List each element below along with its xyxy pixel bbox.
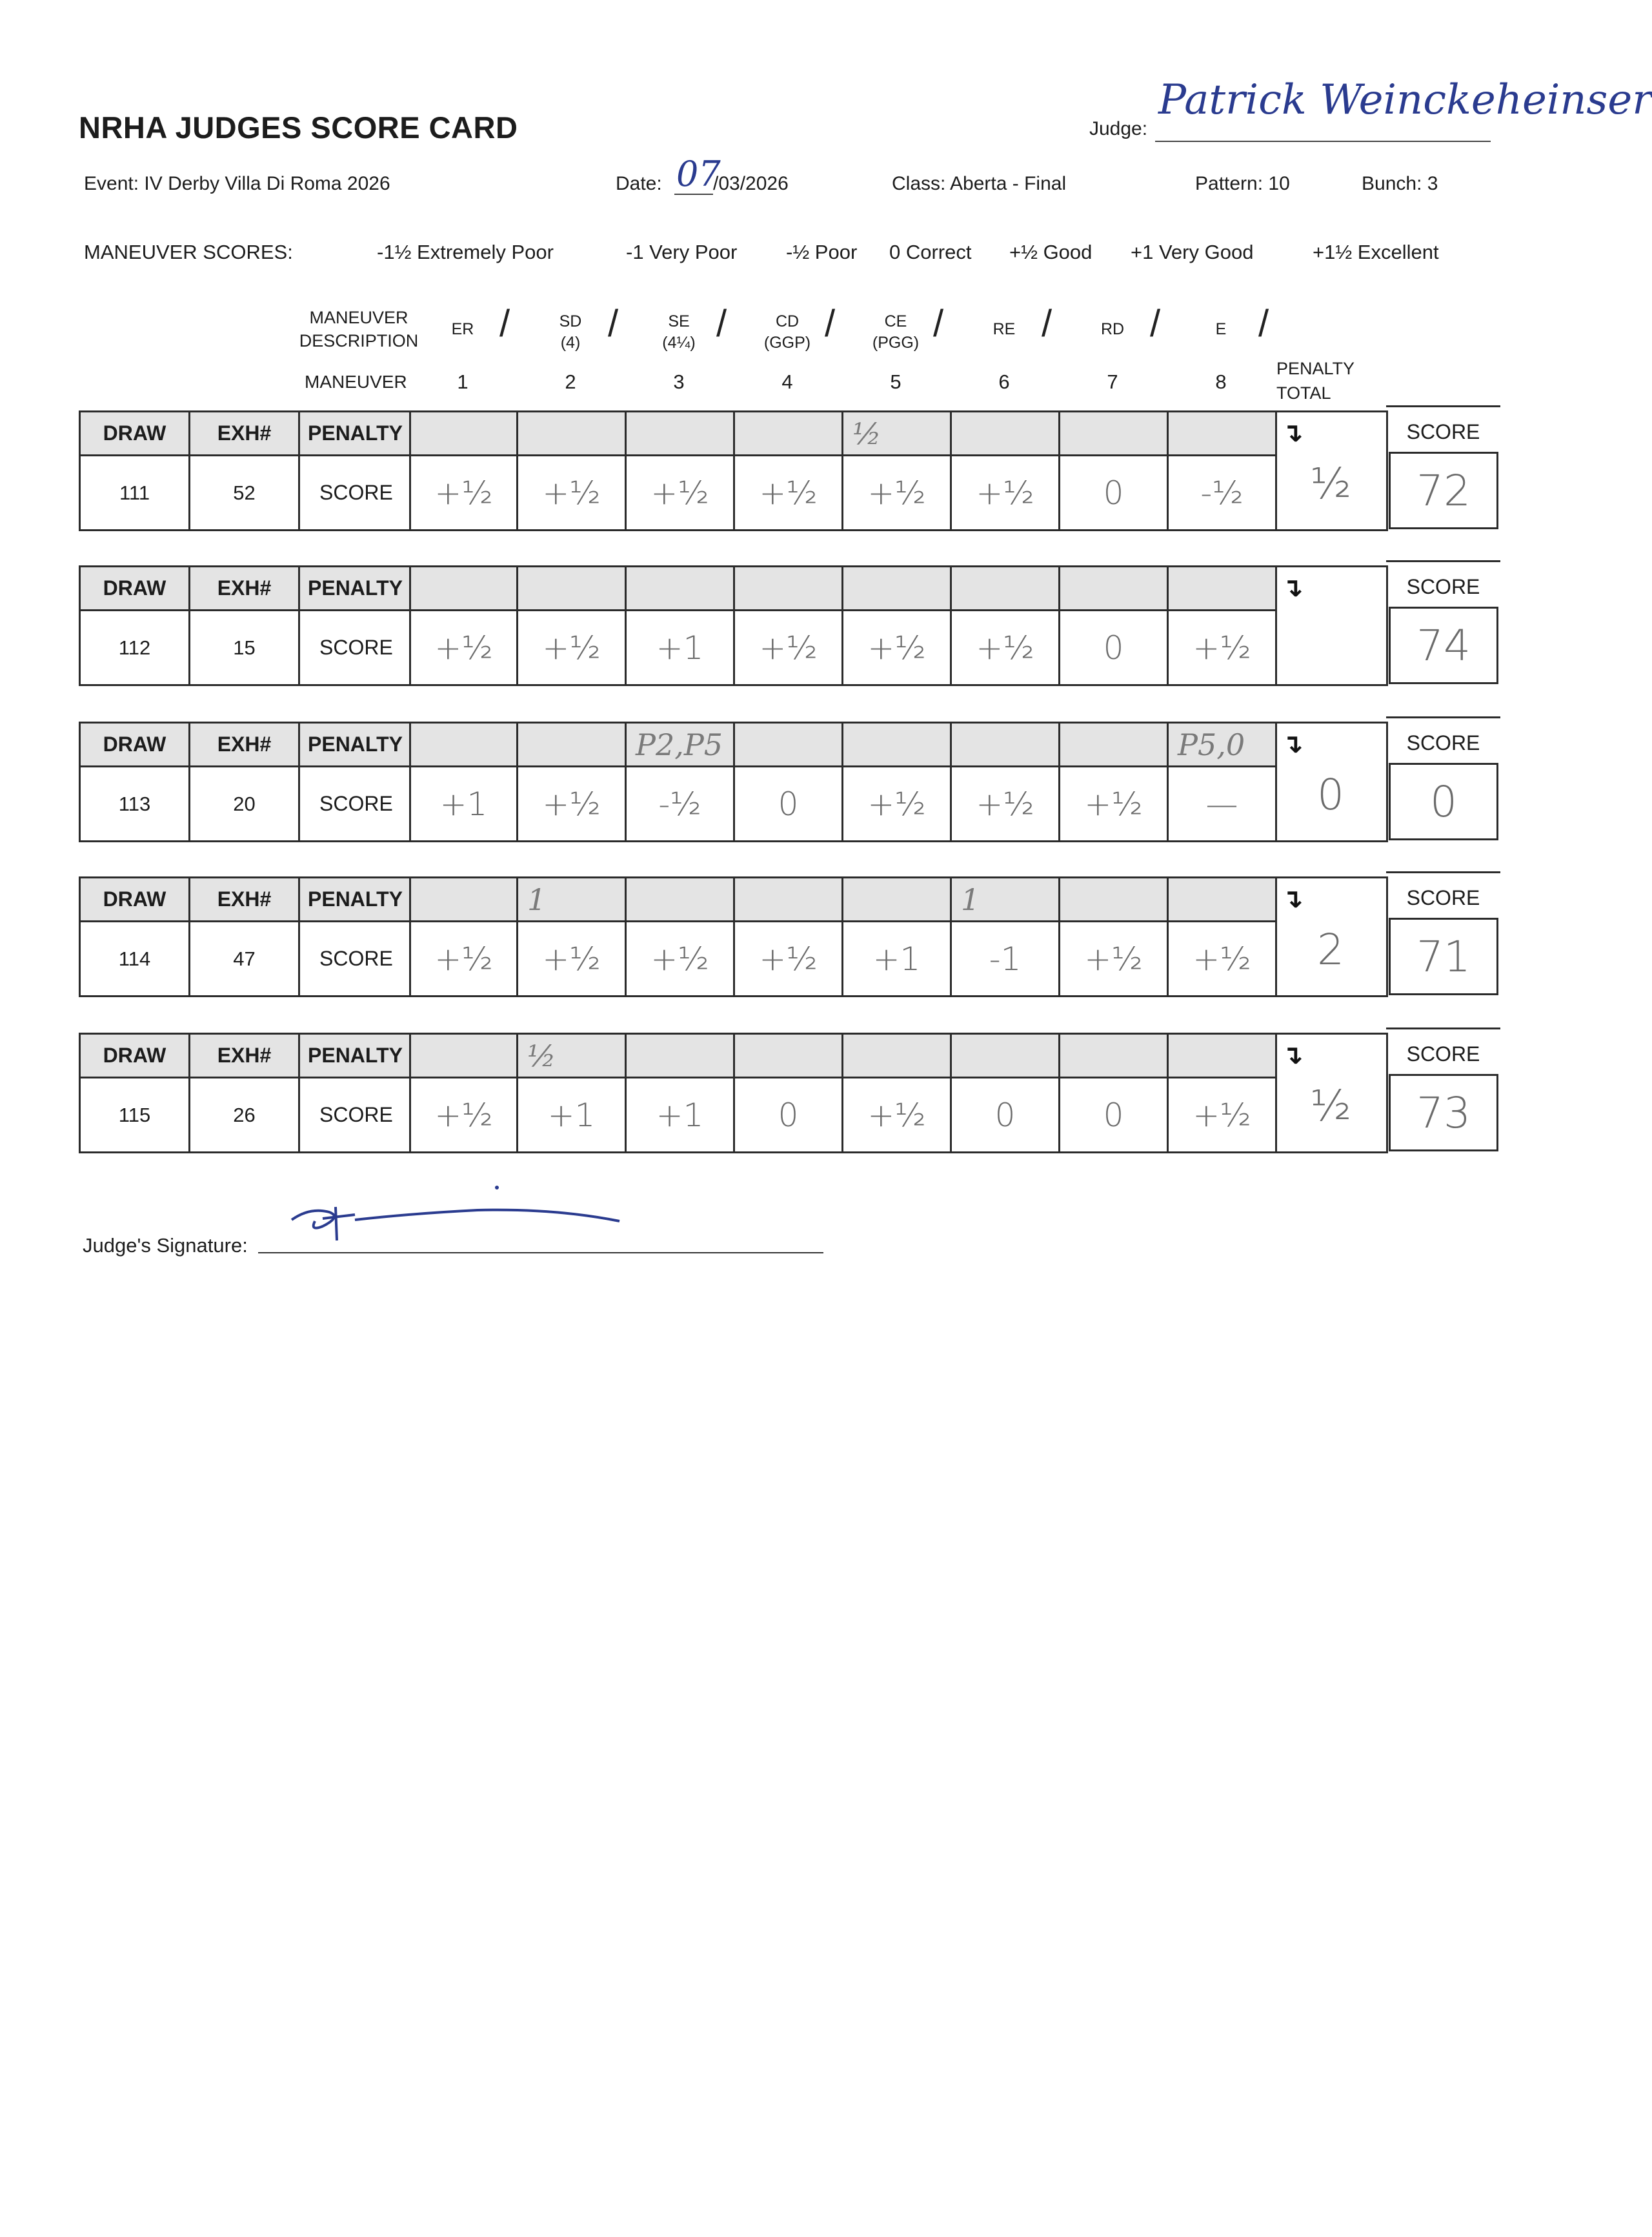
maneuver-score-handwritten: +½ — [867, 1096, 926, 1134]
penalty-cell[interactable] — [1058, 722, 1169, 767]
maneuver-separator: / — [1258, 303, 1269, 345]
penalty-cell[interactable] — [841, 722, 952, 767]
penalty-cell[interactable] — [950, 565, 1060, 611]
penalty-total-cell[interactable] — [1275, 876, 1388, 997]
draw-header: DRAW — [79, 876, 190, 922]
maneuver-score-cell[interactable] — [625, 765, 735, 842]
penalty-cell[interactable] — [1167, 876, 1277, 922]
penalty-total-cell[interactable] — [1275, 565, 1388, 686]
maneuver-score-handwritten: +½ — [1193, 940, 1251, 978]
judge-label: Judge: — [1089, 118, 1148, 139]
final-score-cell[interactable] — [1389, 1074, 1498, 1151]
penalty-cell[interactable] — [625, 876, 735, 922]
penalty-total-handwritten: 0 — [1317, 770, 1344, 820]
penalty-cell[interactable] — [516, 565, 627, 611]
date-line — [674, 194, 713, 195]
final-score-handwritten: 0 — [1430, 776, 1457, 827]
penalty-total-bottom-line — [1275, 840, 1386, 842]
penalty-mark-handwritten: ½ — [527, 1038, 556, 1073]
exh-header: EXH# — [188, 1033, 300, 1078]
draw-cell: 114 — [79, 920, 190, 997]
scale-item: +1 Very Good — [1131, 241, 1254, 263]
draw-header: DRAW — [79, 1033, 190, 1078]
maneuver-code-label: SD — [559, 312, 582, 330]
maneuver-score-handwritten: +½ — [867, 785, 926, 823]
penalty-cell[interactable] — [516, 876, 627, 922]
penalty-mark-handwritten: 1 — [961, 882, 980, 917]
maneuver-score-handwritten: +½ — [867, 629, 926, 667]
maneuver-score-cell[interactable] — [516, 609, 627, 686]
score-header: SCORE — [1386, 716, 1500, 767]
penalty-cell[interactable] — [733, 565, 843, 611]
maneuver-score-handwritten: -1 — [989, 940, 1022, 978]
judge-name-handwritten: Patrick Weinckeheinser — [1158, 76, 1652, 124]
score-row-label: SCORE — [298, 454, 411, 531]
maneuver-score-handwritten: +½ — [434, 1096, 493, 1134]
maneuver-code-label: CE — [884, 312, 907, 330]
penalty-cell[interactable] — [409, 722, 518, 767]
page-title: NRHA JUDGES SCORE CARD — [79, 110, 518, 145]
penalty-cell[interactable] — [1167, 1033, 1277, 1078]
penalty-mark-handwritten: P2,P5 — [636, 727, 723, 762]
maneuver-description-label: MANEUVER DESCRIPTION — [299, 308, 419, 350]
final-score-cell[interactable] — [1389, 452, 1498, 529]
maneuver-score-handwritten: +½ — [542, 785, 601, 823]
score-header: SCORE — [1386, 405, 1500, 456]
maneuver-score-cell[interactable] — [516, 920, 627, 997]
maneuver-score-cell[interactable] — [1058, 1077, 1169, 1153]
maneuver-score-cell[interactable] — [516, 454, 627, 531]
scale-item: +½ Good — [1009, 241, 1093, 263]
maneuver-score-cell[interactable] — [516, 1077, 627, 1153]
penalty-arrow-icon: ↴ — [1282, 574, 1304, 602]
maneuver-number: 1 — [457, 370, 468, 393]
maneuver-number-label: MANEUVER — [305, 372, 407, 392]
penalty-cell[interactable] — [733, 722, 843, 767]
maneuver-code — [418, 319, 508, 340]
maneuver-code-sub: (4¼) — [662, 334, 696, 352]
maneuver-score-handwritten: +1 — [547, 1096, 596, 1134]
maneuver-score-handwritten: +½ — [1193, 629, 1251, 667]
maneuver-score-cell[interactable] — [841, 920, 952, 997]
penalty-cell[interactable] — [1058, 565, 1169, 611]
maneuver-score-cell[interactable] — [409, 920, 518, 997]
penalty-cell[interactable] — [409, 876, 518, 922]
event-info: Event: IV Derby Villa Di Roma 2026 — [84, 173, 390, 194]
maneuver-code-sub: (GGP) — [763, 334, 811, 352]
date-day-handwritten: 07 — [676, 154, 721, 194]
penalty-cell[interactable] — [1167, 722, 1277, 767]
penalty-header: PENALTY — [298, 565, 411, 611]
final-score-cell[interactable] — [1389, 607, 1498, 684]
maneuver-score-cell[interactable] — [625, 1077, 735, 1153]
draw-header: DRAW — [79, 722, 190, 767]
scale-item: +1½ Excellent — [1313, 241, 1439, 263]
maneuver-score-handwritten: +½ — [1084, 785, 1143, 823]
exh-cell: 15 — [188, 609, 300, 686]
maneuver-score-cell[interactable] — [1167, 609, 1277, 686]
scale-item: 0 Correct — [889, 241, 972, 263]
maneuver-score-handwritten: — — [1205, 785, 1238, 823]
penalty-cell[interactable] — [409, 410, 518, 456]
penalty-arrow-icon: ↴ — [1282, 419, 1304, 447]
penalty-cell[interactable] — [733, 876, 843, 922]
maneuver-number: 3 — [673, 370, 685, 393]
maneuver-score-cell[interactable] — [841, 609, 952, 686]
penalty-arrow-icon: ↴ — [1282, 885, 1304, 913]
signature-line — [258, 1252, 823, 1253]
class-info: Class: Aberta - Final — [892, 173, 1067, 194]
maneuver-score-handwritten: +½ — [434, 629, 493, 667]
maneuver-score-cell[interactable] — [733, 1077, 843, 1153]
penalty-mark-handwritten: 1 — [527, 882, 547, 917]
maneuver-code-label: E — [1215, 320, 1227, 338]
scale-item: -1 Very Poor — [626, 241, 738, 263]
maneuver-score-cell[interactable] — [950, 609, 1060, 686]
maneuver-code-label: RD — [1100, 320, 1125, 338]
maneuver-code — [742, 311, 832, 354]
score-header: SCORE — [1386, 871, 1500, 922]
final-score-cell[interactable] — [1389, 918, 1498, 995]
maneuver-score-cell[interactable] — [841, 1077, 952, 1153]
penalty-total-top-line — [1275, 565, 1386, 567]
penalty-arrow-icon: ↴ — [1282, 1041, 1304, 1069]
penalty-cell[interactable] — [625, 565, 735, 611]
final-score-handwritten: 71 — [1416, 931, 1471, 982]
penalty-cell[interactable] — [1058, 1033, 1169, 1078]
judge-line — [1155, 141, 1491, 142]
draw-header: DRAW — [79, 565, 190, 611]
maneuver-separator: / — [716, 303, 727, 345]
maneuver-score-cell[interactable] — [409, 765, 518, 842]
maneuver-score-handwritten: +1 — [656, 629, 704, 667]
penalty-total-top-line — [1275, 1033, 1386, 1035]
final-score-handwritten: 72 — [1416, 465, 1471, 516]
maneuver-score-handwritten: +½ — [542, 629, 601, 667]
maneuver-code — [851, 311, 941, 354]
signature-drawing — [284, 1181, 632, 1252]
maneuver-score-cell[interactable] — [1167, 454, 1277, 531]
maneuver-score-cell[interactable] — [1058, 454, 1169, 531]
exh-cell: 26 — [188, 1077, 300, 1153]
maneuver-separator: / — [608, 303, 619, 345]
maneuver-code-label: ER — [451, 320, 474, 338]
penalty-arrow-icon: ↴ — [1282, 730, 1304, 758]
penalty-cell[interactable] — [1058, 876, 1169, 922]
penalty-cell[interactable] — [950, 1033, 1060, 1078]
exh-cell: 52 — [188, 454, 300, 531]
maneuver-score-handwritten: +½ — [759, 474, 818, 512]
maneuver-score-handwritten: -½ — [658, 785, 701, 823]
penalty-cell[interactable] — [409, 565, 518, 611]
penalty-cell[interactable] — [409, 1033, 518, 1078]
penalty-header: PENALTY — [298, 722, 411, 767]
penalty-cell[interactable] — [950, 410, 1060, 456]
penalty-cell[interactable] — [625, 722, 735, 767]
maneuver-number: 8 — [1215, 370, 1227, 393]
maneuver-score-cell[interactable] — [409, 1077, 518, 1153]
penalty-cell[interactable] — [516, 1033, 627, 1078]
maneuver-score-cell[interactable] — [625, 920, 735, 997]
penalty-total-bottom-line — [1275, 995, 1386, 997]
pattern-info: Pattern: 10 — [1195, 173, 1290, 194]
maneuver-code — [634, 311, 724, 354]
exh-header: EXH# — [188, 722, 300, 767]
maneuver-score-cell[interactable] — [1167, 765, 1277, 842]
maneuver-score-cell[interactable] — [841, 765, 952, 842]
maneuver-score-handwritten: +½ — [650, 940, 709, 978]
maneuver-score-cell[interactable] — [950, 765, 1060, 842]
penalty-total-top-line — [1275, 410, 1386, 412]
final-score-cell[interactable] — [1389, 763, 1498, 840]
maneuver-code — [1176, 319, 1266, 340]
penalty-cell[interactable] — [1167, 410, 1277, 456]
maneuver-code — [525, 311, 616, 354]
exh-cell: 47 — [188, 920, 300, 997]
final-score-handwritten: 73 — [1416, 1088, 1471, 1138]
maneuver-score-cell[interactable] — [625, 454, 735, 531]
penalty-total-bottom-line — [1275, 684, 1386, 686]
maneuver-score-handwritten: +½ — [759, 629, 818, 667]
score-header: SCORE — [1386, 560, 1500, 611]
maneuver-score-cell[interactable] — [733, 920, 843, 997]
score-row-label: SCORE — [298, 1077, 411, 1153]
scale-label: MANEUVER SCORES: — [84, 241, 293, 263]
penalty-cell[interactable] — [841, 1033, 952, 1078]
score-row-label: SCORE — [298, 765, 411, 842]
penalty-total-label: PENALTY TOTAL — [1276, 359, 1355, 403]
date-label: Date: — [616, 173, 662, 194]
maneuver-score-handwritten: -½ — [1200, 474, 1244, 512]
maneuver-number: 2 — [565, 370, 576, 393]
penalty-header: PENALTY — [298, 876, 411, 922]
penalty-total-handwritten: ½ — [1310, 459, 1351, 509]
date-rest: /03/2026 — [713, 173, 789, 194]
maneuver-score-cell[interactable] — [1058, 920, 1169, 997]
bunch-info: Bunch: 3 — [1362, 173, 1438, 194]
penalty-total-top-line — [1275, 876, 1386, 878]
penalty-cell[interactable] — [733, 410, 843, 456]
maneuver-score-cell[interactable] — [1167, 1077, 1277, 1153]
maneuver-number: 7 — [1107, 370, 1118, 393]
scale-item: -1½ Extremely Poor — [377, 241, 554, 263]
maneuver-code-sub: (4) — [560, 334, 581, 352]
penalty-total-cell[interactable] — [1275, 722, 1388, 842]
penalty-cell[interactable] — [950, 722, 1060, 767]
maneuver-code-label: SE — [668, 312, 690, 330]
penalty-header: PENALTY — [298, 410, 411, 456]
maneuver-score-handwritten: 0 — [1103, 1096, 1124, 1134]
score-header: SCORE — [1386, 1027, 1500, 1078]
maneuver-separator: / — [1042, 303, 1053, 345]
maneuver-score-handwritten: +½ — [542, 474, 601, 512]
maneuver-number: 5 — [890, 370, 902, 393]
maneuver-score-handwritten: 0 — [778, 785, 799, 823]
penalty-cell[interactable] — [625, 410, 735, 456]
penalty-total-bottom-line — [1275, 529, 1386, 531]
maneuver-score-cell[interactable] — [950, 1077, 1060, 1153]
maneuver-separator: / — [499, 303, 510, 345]
penalty-cell[interactable] — [625, 1033, 735, 1078]
penalty-cell[interactable] — [841, 410, 952, 456]
maneuver-score-handwritten: 0 — [1103, 474, 1124, 512]
maneuver-code-label: CD — [775, 312, 800, 330]
maneuver-score-cell[interactable] — [733, 765, 843, 842]
penalty-cell[interactable] — [841, 876, 952, 922]
maneuver-separator: / — [933, 303, 944, 345]
maneuver-score-handwritten: +½ — [759, 940, 818, 978]
scale-item: -½ Poor — [786, 241, 858, 263]
maneuver-code-sub: (PGG) — [872, 334, 920, 352]
maneuver-score-handwritten: +½ — [976, 474, 1034, 512]
maneuver-score-cell[interactable] — [1058, 765, 1169, 842]
maneuver-score-handwritten: 0 — [778, 1096, 799, 1134]
maneuver-score-cell[interactable] — [733, 609, 843, 686]
draw-cell: 111 — [79, 454, 190, 531]
maneuver-score-cell[interactable] — [409, 454, 518, 531]
maneuver-score-cell[interactable] — [516, 765, 627, 842]
maneuver-score-handwritten: +1 — [439, 785, 488, 823]
maneuver-number: 4 — [781, 370, 793, 393]
maneuver-score-cell[interactable] — [950, 920, 1060, 997]
penalty-cell[interactable] — [950, 876, 1060, 922]
maneuver-score-handwritten: +½ — [434, 474, 493, 512]
penalty-cell[interactable] — [1058, 410, 1169, 456]
penalty-cell[interactable] — [841, 565, 952, 611]
exh-cell: 20 — [188, 765, 300, 842]
penalty-total-cell[interactable] — [1275, 1033, 1388, 1153]
maneuver-score-handwritten: +½ — [1084, 940, 1143, 978]
maneuver-code — [1067, 319, 1158, 340]
penalty-cell[interactable] — [516, 410, 627, 456]
exh-header: EXH# — [188, 876, 300, 922]
maneuver-code — [959, 319, 1049, 340]
penalty-cell[interactable] — [733, 1033, 843, 1078]
maneuver-score-handwritten: +½ — [434, 940, 493, 978]
maneuver-score-cell[interactable] — [1058, 609, 1169, 686]
maneuver-score-handwritten: +1 — [872, 940, 921, 978]
penalty-total-cell[interactable] — [1275, 410, 1388, 531]
maneuver-score-cell[interactable] — [733, 454, 843, 531]
penalty-total-handwritten: 2 — [1317, 925, 1344, 975]
maneuver-score-handwritten: +½ — [976, 629, 1034, 667]
final-score-handwritten: 74 — [1416, 620, 1471, 671]
penalty-total-bottom-line — [1275, 1151, 1386, 1153]
maneuver-score-cell[interactable] — [409, 609, 518, 686]
penalty-total-handwritten: ½ — [1310, 1081, 1351, 1131]
maneuver-score-cell[interactable] — [841, 454, 952, 531]
maneuver-separator: / — [1150, 303, 1161, 345]
exh-header: EXH# — [188, 565, 300, 611]
score-row-label: SCORE — [298, 609, 411, 686]
penalty-cell[interactable] — [516, 722, 627, 767]
maneuver-score-handwritten: +½ — [650, 474, 709, 512]
maneuver-code-label: RE — [992, 320, 1016, 338]
maneuver-score-handwritten: 0 — [1103, 629, 1124, 667]
maneuver-score-handwritten: +½ — [976, 785, 1034, 823]
maneuver-score-cell[interactable] — [950, 454, 1060, 531]
exh-header: EXH# — [188, 410, 300, 456]
draw-cell: 112 — [79, 609, 190, 686]
score-row-label: SCORE — [298, 920, 411, 997]
maneuver-score-handwritten: +½ — [1193, 1096, 1251, 1134]
penalty-mark-handwritten: ½ — [852, 416, 881, 451]
maneuver-score-handwritten: +1 — [656, 1096, 704, 1134]
penalty-mark-handwritten: P5,0 — [1178, 727, 1245, 762]
penalty-header: PENALTY — [298, 1033, 411, 1078]
maneuver-score-handwritten: +½ — [542, 940, 601, 978]
maneuver-score-cell[interactable] — [1167, 920, 1277, 997]
maneuver-score-handwritten: 0 — [994, 1096, 1016, 1134]
maneuver-number: 6 — [998, 370, 1010, 393]
maneuver-score-handwritten: +½ — [867, 474, 926, 512]
draw-cell: 115 — [79, 1077, 190, 1153]
penalty-cell[interactable] — [1167, 565, 1277, 611]
penalty-total-top-line — [1275, 722, 1386, 724]
draw-cell: 113 — [79, 765, 190, 842]
maneuver-separator: / — [825, 303, 836, 345]
maneuver-score-cell[interactable] — [625, 609, 735, 686]
signature-label: Judge's Signature: — [83, 1234, 248, 1257]
draw-header: DRAW — [79, 410, 190, 456]
